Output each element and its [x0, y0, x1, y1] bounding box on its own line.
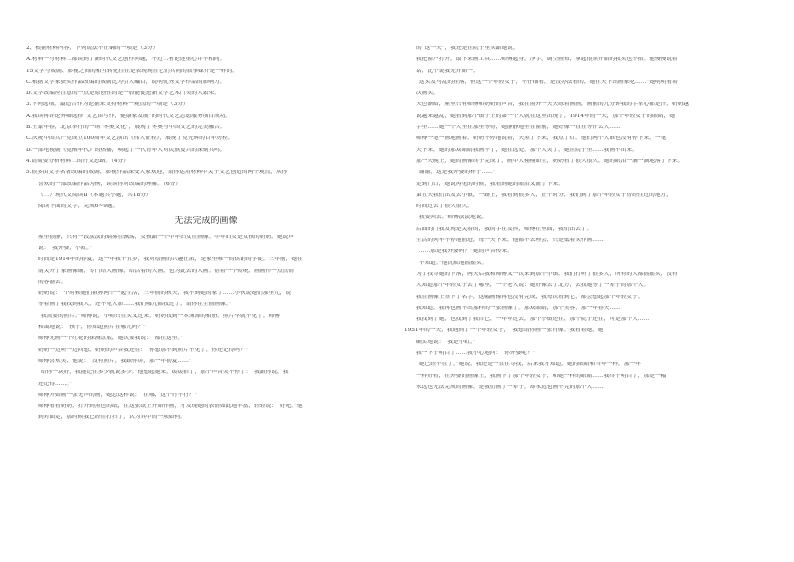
text-line: 4.请简要分析材料二的行文思路。（4分） [26, 158, 129, 164]
text-line: 我在画像上签下了名字，这幅画像再也没有完成，我每次看到它，都会想起那个年轻女子。 [416, 294, 644, 300]
text-line: “谢谢，这是我外婆的样子……” [416, 170, 496, 176]
text-line: 手里……她一个人坐在那里等待，她静静地坐在窗前，她好像一直在等什么人…… [416, 125, 621, 131]
text-line: 次画头。 [416, 91, 439, 97]
text-line: 的“这一天”，我还是在院子里头跟她说。 [416, 46, 519, 51]
text-line: 走到门口，她说再见的时候，我看到她的眼泪又流了下来。 [416, 181, 564, 187]
text-line: 15文学与戏剧、影视之间的相互转化往往是表现现在它们共同的叙事媒介是一样的。 [26, 68, 238, 74]
text-line: 师傅看看奶奶，打开到黑色的纸，在这张纸上开始作画，才发现她的表情如此地丰富，轻轻说：“好吧。”他 [38, 404, 303, 410]
text-line: D.文学改编应注意的一点是原创性的是一股能促进新文学艺术门类的大繁荣。 [26, 91, 220, 97]
text-line: “……那是我外婆吗？”她的声音传来。 [416, 249, 513, 255]
text-line: 喜欢的一部改编作品为例，谈谈你对改编的理解。（6分） [38, 181, 181, 187]
text-line: 那一天晚上，她的画像终于完成了，画中人栩栩如生，奶奶看了很久很久，她的眼泪一滴一滴地落了下来。 [416, 158, 684, 164]
text-line: “给你一块好，我能记住多少就说多少。”他想起她来，缓缓抬了，那个声音哭不停了：“我跟你说，我 [38, 370, 289, 376]
text-line: 一样好看，在外婆的画像上，我画下了那个年轻女子，和她一样的眼睛……我终于明白了，那是一幅 [416, 373, 667, 379]
text-line: 1951年的一天，我遇到了一个年轻女子，“我想请你画一张肖像。”我看着她，她 [404, 328, 604, 334]
text-line: 屋里很静，只有一段淡淡的烟雾在飘荡，女孩跟一个中年妇女在画像。中年妇女是女孩的奶奶，她说声 [38, 234, 294, 240]
text-line: 话，比个说我先开始一。 [416, 68, 479, 74]
article-title: 无法完成的画像 [174, 215, 238, 226]
text-line: 到对面走，那时候我已经在打扫了，认为其中的一项如何。 [38, 415, 186, 421]
text-line: 永远也无法完成的画像。是我们画了一辈子，却永远也画不完的那个人…… [416, 384, 604, 390]
text-line: 说：“我外婆，小虹。” [38, 245, 93, 251]
text-line: C.庆祝中国共产党成立100周年文艺演出《伟大征程》，展现了党光辉的百年历程。 [26, 136, 234, 142]
text-line: “我要回去。”师傅淡淡地说。 [416, 215, 488, 221]
text-line: 奶奶一边听一边回想，奶奶的声音我还在：“你想那不到照片不见了，你还记得吗？” [38, 347, 249, 353]
text-line: 我知道，我再也画不出那样的一张画像了。那双眼睛，那个笑容，那一年春天…… [416, 305, 621, 311]
text-line: 的容器去。 [38, 279, 67, 285]
text-line: （二）现代文阅读Ⅱ（本题共小题，共18分） [38, 192, 152, 198]
text-line: 我找到了她，也找到了我自己。一年年过去，那个小镇还在，那个院子还在，可是那个人…… [416, 317, 650, 323]
text-line: 师傅喜欢笑，他说：“没有照片，我跟你讲，那一年初夏……” [38, 358, 192, 364]
text-line: 天色渐暗，屋里只有师傅和奶奶的声音，我在窗外一天天练着画画，画前的几分钟我的手掌心都是汗，奶奶越 [416, 102, 689, 108]
text-line: 我一下子明白了……我小心地问：“你外婆呢？” [416, 351, 536, 357]
text-line: 等着画了我找到我人，还不见人影……我们哪儿都找过了，请你在生前画像。” [38, 302, 232, 308]
text-line: 和蔼地说：“孩子，你知道照片在哪儿吗？” [38, 325, 147, 331]
text-line: 师傅开始画一张无声的画，她总这样说：“在哪，这个行不行？” [38, 392, 198, 398]
text-line: A.材料一与材料二都谈到了新时代文艺创作问题，不过二者论述重心并不相同。 [26, 57, 226, 63]
text-line: 5.很多由文学名著改编的戏剧、影视作品深受大家欢迎，请你运用材料中关于文艺创造的两个观点，从你 [26, 170, 288, 176]
text-line: B.王蒙年春，北京举行的一场“冬奥文化”，展现了冬奥与中国文艺的完美融合。 [26, 125, 226, 131]
text-line: 南关开了家画像铺，专门给人画像，给活着的人画，也为此去的人画。借着一个传统，画画作一点点情 [38, 268, 294, 274]
text-line: 师傅先画一个红花的探测盘底，她次要我说：“都在这里。” [38, 336, 184, 342]
text-line: “我需要的照片。”师傅说，小师只在头叉过来。奶奶找到一本簿簿的相册。照片早就不见了。师傅 [38, 313, 280, 319]
right-column [404, 46, 764, 396]
text-line: 人知道那个年轻女子去了哪里，一个老人说：她好像去了北方，去找她等了一辈子的那个人。 [416, 283, 650, 289]
text-line: 说越来越乱，她看到那个镇子上的第一个人就在这里出现了，1914年的一天，那个年轻女子的眼睛，她 [416, 113, 676, 119]
left-column [26, 46, 386, 427]
text-line: 还记得……。” [38, 381, 73, 387]
text-line: 确实地说：“我是小虹。” [416, 339, 476, 345]
text-line: 为了找寻她的下落，两天后我和师傅又一次来到那个小镇。我们打听了很多人，所有的人都摇摇头，没有 [416, 271, 678, 277]
text-line: 天下来，她的那双眼睛我画不了，她在远处，那个人哭了，她在院子里……我画不出来。 [416, 147, 638, 153]
text-line: 阅读下面的文字，完成6~9题。 [38, 204, 119, 210]
text-line: “不知道。”他沉默地摇摇头。 [416, 260, 488, 266]
text-line: 第五天我们出发去小镇，一路上，我看到很多人，正午时分，我们到了那个年轻女子曾经住过的地方， [416, 192, 672, 198]
text-line: 生活的列车不停地前进，每一天下来，他都不去理会，只是低着头作画…… [416, 238, 604, 244]
text-line: 时间过去了很久很久。 [416, 204, 473, 210]
text-line: D.一部电视剧《觉醒年代》的热播，唤起了一代青年人对民族复兴的深刻共鸣。 [26, 147, 226, 153]
text-line: 后面的门我发现是关着的，我的手在发抖，师傅在里面，我们出去了。 [416, 226, 593, 232]
text-line: 我把窗户打开，取下来画工具……师傅起身，净手，调空画布，拿起很黑开始的我头也不抬。他慢慢说着 [416, 57, 678, 63]
text-line: 时间是1914年的春夏，这一年我十五岁，我对绘画的兴趣正浓，是家里唯一的供销的学徒。三年前，她在 [38, 257, 303, 263]
text-line: 奶奶说：“个时候她们祖孙两个一起生活，三年前的秋天，我不到她的家了……小伙说她们那里儿，说 [38, 291, 292, 297]
text-line: “她已经不在了。”她说，我还是一直在寻找，后来我才知道，她的眼睛和当年一样，那一年 [416, 362, 641, 368]
text-line: A.我读再评论弃卿选择“文艺由写作，健康家发展”的时代文艺志愿服务项目成功。 [26, 113, 232, 119]
text-line: “这头发马乱的挂落，但这一个年轻女子，不仔细看，是没办法看的，她在天下出画家吃……”她明明看着 [416, 79, 678, 85]
text-line: C.根据文学家获奖作品改编的戏剧比为引人瞩目，说明优秀文学作品的影响力。 [26, 79, 226, 85]
text-line: 3.下列选项，最适合作为论据来支持材料一观点的一项是（3分） [26, 102, 189, 108]
text-line: 师傅一笔一画地画着，奶奶不停地说着，天黑了下来，我点了灯。他们两个人谁也没有停下来，一笔 [416, 136, 667, 142]
text-line: 2、根据材料内容，下列说法不正确的一项是（3分） [26, 46, 159, 51]
